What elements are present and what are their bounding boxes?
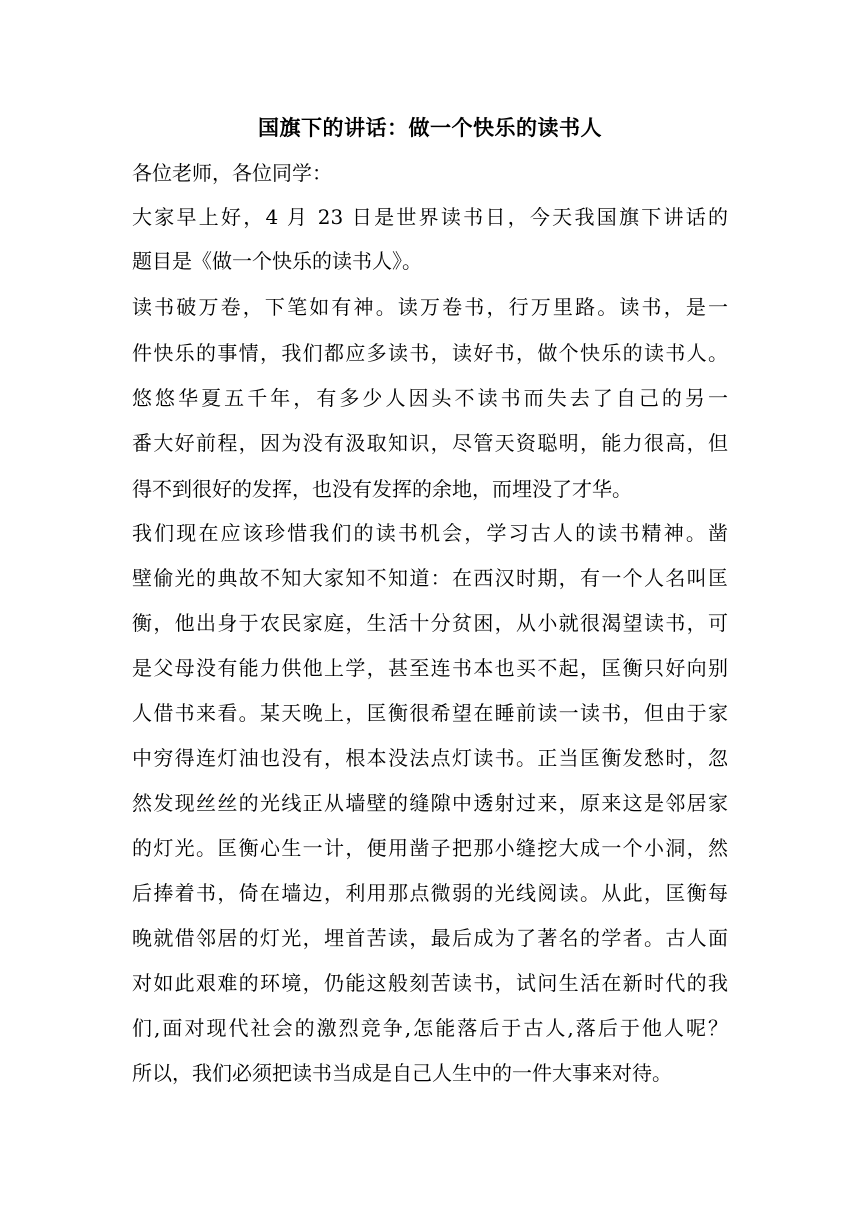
paragraph-line: 晚就借邻居的灯光，埋首苦读，最后成为了著名的学者。古人面	[132, 926, 728, 950]
paragraph-line: 读书破万卷，下笔如有神。读万卷书，行万里路。读书，是一	[132, 295, 728, 319]
paragraph-line: 的灯光。匡衡心生一计，便用凿子把那小缝挖大成一个小洞，然	[132, 836, 728, 860]
paragraph-line: 件快乐的事情，我们都应多读书，读好书，做个快乐的读书人。	[132, 341, 728, 365]
paragraph-line: 我们现在应该珍惜我们的读书机会，学习古人的读书精神。凿	[132, 521, 728, 545]
paragraph-line: 然发现丝丝的光线正从墙壁的缝隙中透射过来，原来这是邻居家	[132, 791, 728, 815]
paragraph-line: 中穷得连灯油也没有，根本没法点灯读书。正当匡衡发愁时，忽	[132, 746, 728, 770]
paragraph-line: 对如此艰难的环境，仍能这般刻苦读书，试问生活在新时代的我	[132, 971, 728, 995]
paragraph-line: 们,面对现代社会的激烈竞争,怎能落后于古人,落后于他人呢？	[132, 1016, 728, 1040]
paragraph-line: 所以，我们必须把读书当成是自己人生中的一件大事来对待。	[132, 1061, 672, 1085]
paragraph-line: 是父母没有能力供他上学，甚至连书本也买不起，匡衡只好向别	[132, 656, 728, 680]
paragraph-line: 壁偷光的典故不知大家知不知道：在西汉时期，有一个人名叫匡	[132, 566, 728, 590]
salutation-line: 各位老师，各位同学：	[132, 161, 332, 185]
paragraph-line: 大家早上好，4 月 23 日是世界读书日，今天我国旗下讲话的	[132, 205, 728, 229]
paragraph-line: 题目是《做一个快乐的读书人》。	[132, 249, 422, 273]
paragraph-line: 衡，他出身于农民家庭，生活十分贫困，从小就很渴望读书，可	[132, 611, 728, 635]
paragraph-line: 后捧着书，倚在墙边，利用那点微弱的光线阅读。从此，匡衡每	[132, 881, 728, 905]
speech-title: 国旗下的讲话：做一个快乐的读书人	[258, 115, 602, 140]
paragraph-line: 人借书来看。某天晚上，匡衡很希望在睡前读一读书，但由于家	[132, 701, 728, 725]
paragraph-line: 悠悠华夏五千年，有多少人因头不读书而失去了自己的另一	[132, 386, 728, 410]
paragraph-line: 番大好前程，因为没有汲取知识，尽管天资聪明，能力很高，但	[132, 431, 728, 455]
paragraph-line: 得不到很好的发挥，也没有发挥的余地，而埋没了才华。	[132, 477, 632, 501]
